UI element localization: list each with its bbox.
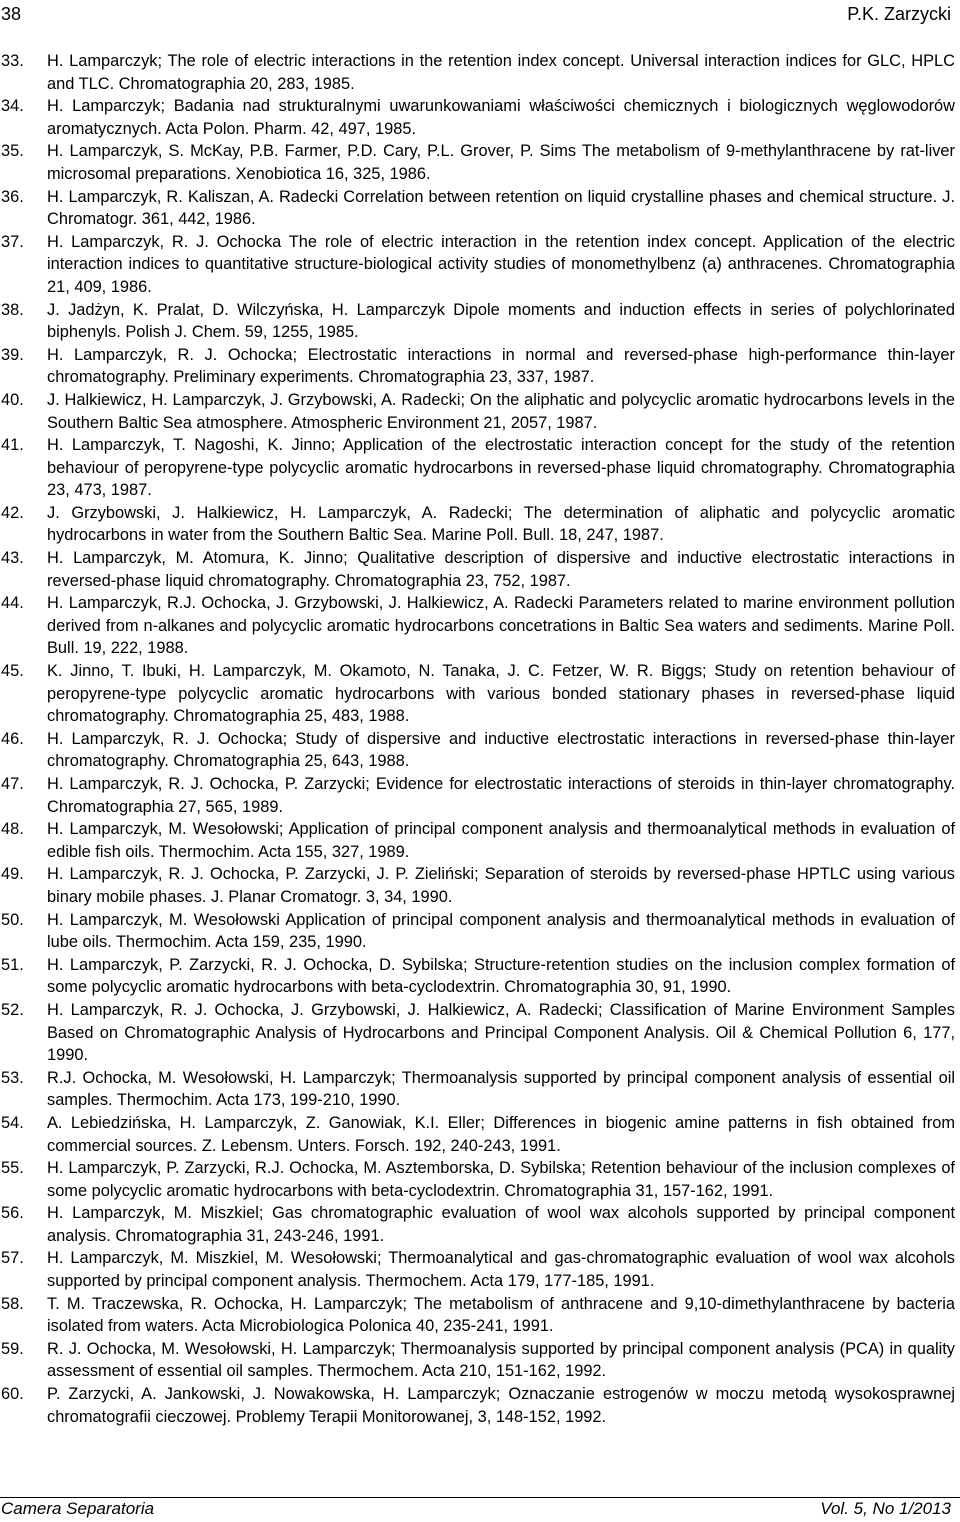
- reference-number: 36.: [1, 187, 24, 206]
- reference-item: [0, 909, 955, 954]
- reference-item: [0, 660, 955, 728]
- reference-text: H. Lamparczyk; Badania nad strukturalnymi uwarunkowaniami właściwości chemicznych i biologicznych węglowodorów aromatycznych. Acta Polon. Pharm. 42, 497, 1985.: [47, 97, 955, 138]
- reference-number: 35.: [1, 142, 24, 161]
- reference-item: [0, 389, 955, 434]
- reference-number: 58.: [1, 1294, 24, 1313]
- reference-text: H. Lamparczyk, R. J. Ochocka; Study of dispersive and inductive electrostatic interactions in reversed-phase thin-layer chromatography. Chromatographia 25, 643, 1988.: [47, 729, 955, 771]
- reference-item: [0, 1202, 955, 1247]
- running-head: P.K. Zarzycki: [847, 4, 951, 24]
- reference-text: H. Lamparczyk, R. J. Ochocka; Electrostatic interactions in normal and reversed-phase high-performance thin-layer chromatography. Preliminary experiments. Chromatographia 23, 337, 1987.: [47, 345, 955, 387]
- reference-item: [0, 1383, 955, 1428]
- reference-number: 38.: [1, 300, 24, 319]
- reference-item: [0, 1067, 955, 1112]
- reference-text: H. Lamparczyk, P. Zarzycki, R.J. Ochocka, M. Asztemborska, D. Sybilska; Retention behaviour of the inclusion complexes of some polycyclic aromatic hydrocarbons with beta-cyclodextrin. Chromatographia 31, 157-162, 1991.: [47, 1159, 955, 1200]
- reference-text: P. Zarzycki, A. Jankowski, J. Nowakowska, H. Lamparczyk; Oznaczanie estrogenów w moczu metodą wysokosprawnej chromatografii cieczowej. Problemy Terapii Monitorowanej, 3, 148-152, 1992.: [47, 1385, 955, 1426]
- footer-journal: Camera Separatoria: [1, 1499, 155, 1518]
- reference-text: H. Lamparczyk, T. Nagoshi, K. Jinno; Application of the electrostatic interaction concept for the study of the retention behaviour of peropyrene-type polycyclic aromatic hydrocarbons in reversed-phase liquid chromatography. Chromatographia 23, 473, 1987.: [47, 436, 955, 500]
- reference-number: 59.: [1, 1339, 24, 1358]
- page-number: 38: [1, 4, 22, 24]
- reference-number: 49.: [1, 865, 24, 884]
- reference-item: [0, 186, 955, 231]
- reference-text: H. Lamparczyk, R.J. Ochocka, J. Grzybowski, J. Halkiewicz, A. Radecki Parameters related to marine environment pollution derived from n-alkanes and polycyclic aromatic hydrocarbons concetrations in Baltic Sea waters and sediments. Marine Poll. Bull. 19, 222, 1988.: [47, 594, 955, 658]
- reference-text: H. Lamparczyk, M. Miszkiel, M. Wesołowski; Thermoanalytical and gas-chromatographic evaluation of wool wax alcohols supported by principal component analysis. Thermochem. Acta 179, 177-185, 1991.: [47, 1249, 955, 1291]
- reference-item: [0, 344, 955, 389]
- reference-number: 52.: [1, 1000, 24, 1019]
- reference-number: 44.: [1, 594, 24, 613]
- reference-item: [0, 818, 955, 863]
- reference-number: 50.: [1, 910, 24, 929]
- reference-list: [0, 50, 955, 1428]
- reference-number: 33.: [1, 52, 24, 70]
- reference-text: H. Lamparczyk; The role of electric interactions in the retention index concept. Universal interaction indices for GLC, HPLC and TLC. Chromatographia 20, 283, 1985.: [47, 52, 955, 93]
- reference-number: 53.: [1, 1068, 24, 1087]
- reference-text: T. M. Traczewska, R. Ochocka, H. Lamparczyk; The metabolism of anthracene and 9,10-dimethylanthracene by bacteria isolated from waters. Acta Microbiologica Polonica 40, 235-241, 1991.: [47, 1294, 955, 1336]
- reference-text: H. Lamparczyk, M. Wesołowski Application of principal component analysis and thermoanalytical methods in evaluation of lube oils. Thermochim. Acta 159, 235, 1990.: [47, 910, 955, 952]
- reference-item: [0, 434, 955, 502]
- reference-text: J. Grzybowski, J. Halkiewicz, H. Lamparczyk, A. Radecki; The determination of aliphatic and polycyclic aromatic hydrocarbons in water from the Southern Baltic Sea. Marine Poll. Bull. 18, 247, 1987.: [47, 503, 955, 545]
- reference-number: 55.: [1, 1159, 24, 1178]
- reference-item: [0, 95, 955, 140]
- reference-text: H. Lamparczyk, M. Miszkiel; Gas chromatographic evaluation of wool wax alcohols supported by principal component analysis. Chromatographia 31, 243-246, 1991.: [47, 1204, 955, 1245]
- reference-item: [0, 1247, 955, 1292]
- reference-item: [0, 592, 955, 660]
- reference-text: H. Lamparczyk, R. J. Ochocka, J. Grzybowski, J. Halkiewicz, A. Radecki; Classification of Marine Environment Samples Based on Chromatographic Analysis of Hydrocarbons and Principal Component Analysis. Oil & Chemical Pollution 6, 177, 1990.: [47, 1000, 955, 1065]
- reference-item: [0, 773, 955, 818]
- reference-text: H. Lamparczyk, R. J. Ochocka, P. Zarzycki, J. P. Zieliński; Separation of steroids by reversed-phase HPTLC using various binary mobile phases. J. Planar Cromatogr. 3, 34, 1990.: [47, 865, 955, 906]
- reference-number: 41.: [1, 436, 24, 455]
- reference-text: H. Lamparczyk, R. J. Ochocka, P. Zarzycki; Evidence for electrostatic interactions of steroids in thin-layer chromatography. Chromatographia 27, 565, 1989.: [47, 775, 955, 816]
- reference-number: 51.: [1, 955, 24, 974]
- reference-text: R. J. Ochocka, M. Wesołowski, H. Lamparczyk; Thermoanalysis supported by principal component analysis (PCA) in quality assessment of essential oil samples. Thermochem. Acta 210, 151-162, 1992.: [47, 1339, 955, 1381]
- reference-item: [0, 231, 955, 299]
- reference-text: H. Lamparczyk, P. Zarzycki, R. J. Ochocka, D. Sybilska; Structure-retention studies on the inclusion complex formation of some polycyclic aromatic hydrocarbons with beta-cyclodextrin. Chromatographia 30, 91, 1990.: [47, 955, 955, 997]
- reference-number: 43.: [1, 549, 24, 568]
- reference-text: K. Jinno, T. Ibuki, H. Lamparczyk, M. Okamoto, N. Tanaka, J. C. Fetzer, W. R. Biggs; Study on retention behaviour of peropyrene-type polycyclic aromatic hydrocarbons with various bonded stationary phases in reversed-phase liquid chromatography. Chromatographia 25, 483, 1988.: [47, 662, 955, 726]
- reference-item: [0, 502, 955, 547]
- reference-text: H. Lamparczyk, M. Atomura, K. Jinno; Qualitative description of dispersive and inductive electrostatic interactions in reversed-phase liquid chromatography. Chromatographia 23, 752, 1987.: [47, 549, 955, 590]
- reference-number: 37.: [1, 232, 24, 251]
- reference-item: [0, 1112, 955, 1157]
- reference-text: H. Lamparczyk, M. Wesołowski; Application of principal component analysis and thermoanalytical methods in evaluation of edible fish oils. Thermochim. Acta 155, 327, 1989.: [47, 820, 955, 861]
- reference-item: [0, 50, 955, 95]
- reference-number: 46.: [1, 729, 24, 748]
- reference-item: [0, 1338, 955, 1383]
- reference-item: [0, 547, 955, 592]
- reference-text: H. Lamparczyk, S. McKay, P.B. Farmer, P.D. Cary, P.L. Grover, P. Sims The metabolism of 9-methylanthracene by rat-liver microsomal preparations. Xenobiotica 16, 325, 1986.: [47, 142, 955, 183]
- reference-text: H. Lamparczyk, R. Kaliszan, A. Radecki Correlation between retention on liquid crystalline phases and chemical structure. J. Chromatogr. 361, 442, 1986.: [47, 187, 955, 229]
- reference-number: 40.: [1, 390, 24, 409]
- reference-item: [0, 140, 955, 185]
- reference-item: [0, 728, 955, 773]
- reference-number: 39.: [1, 345, 24, 364]
- reference-item: [0, 1157, 955, 1202]
- footer-volume: Vol. 5, No 1/2013: [820, 1499, 951, 1518]
- reference-number: 48.: [1, 820, 24, 839]
- reference-item: [0, 299, 955, 344]
- page-header: [0, 0, 960, 40]
- reference-item: [0, 999, 955, 1067]
- reference-item: [0, 863, 955, 908]
- reference-text: J. Jadżyn, K. Pralat, D. Wilczyńska, H. Lamparczyk Dipole moments and induction effects in series of polychlorinated biphenyls. Polish J. Chem. 59, 1255, 1985.: [47, 300, 955, 342]
- reference-number: 45.: [1, 662, 24, 681]
- reference-number: 57.: [1, 1249, 24, 1268]
- reference-number: 60.: [1, 1385, 24, 1404]
- reference-item: [0, 954, 955, 999]
- reference-number: 34.: [1, 97, 24, 116]
- reference-number: 54.: [1, 1113, 24, 1132]
- reference-number: 47.: [1, 775, 24, 793]
- reference-item: [0, 1293, 955, 1338]
- reference-text: H. Lamparczyk, R. J. Ochocka The role of electric interaction in the retention index concept. Application of the electric interaction indices to quantitative structure-biological activity studies of monomethylbenz (a) anthracenes. Chromatographia 21, 409, 1986.: [47, 232, 955, 296]
- reference-text: J. Halkiewicz, H. Lamparczyk, J. Grzybowski, A. Radecki; On the aliphatic and polycyclic aromatic hydrocarbons levels in the Southern Baltic Sea atmosphere. Atmospheric Environment 21, 2057, 1987.: [47, 390, 955, 432]
- reference-number: 56.: [1, 1204, 24, 1223]
- reference-number: 42.: [1, 503, 24, 522]
- reference-text: A. Lebiedzińska, H. Lamparczyk, Z. Ganowiak, K.I. Eller; Differences in biogenic amine patterns in fish obtained from commercial sources. Z. Lebensm. Unters. Forsch. 192, 240-243, 1991.: [47, 1113, 955, 1155]
- footer-divider: [0, 1497, 960, 1498]
- reference-text: R.J. Ochocka, M. Wesołowski, H. Lamparczyk; Thermoanalysis supported by principal component analysis of essential oil samples. Thermochim. Acta 173, 199-210, 1990.: [47, 1068, 955, 1110]
